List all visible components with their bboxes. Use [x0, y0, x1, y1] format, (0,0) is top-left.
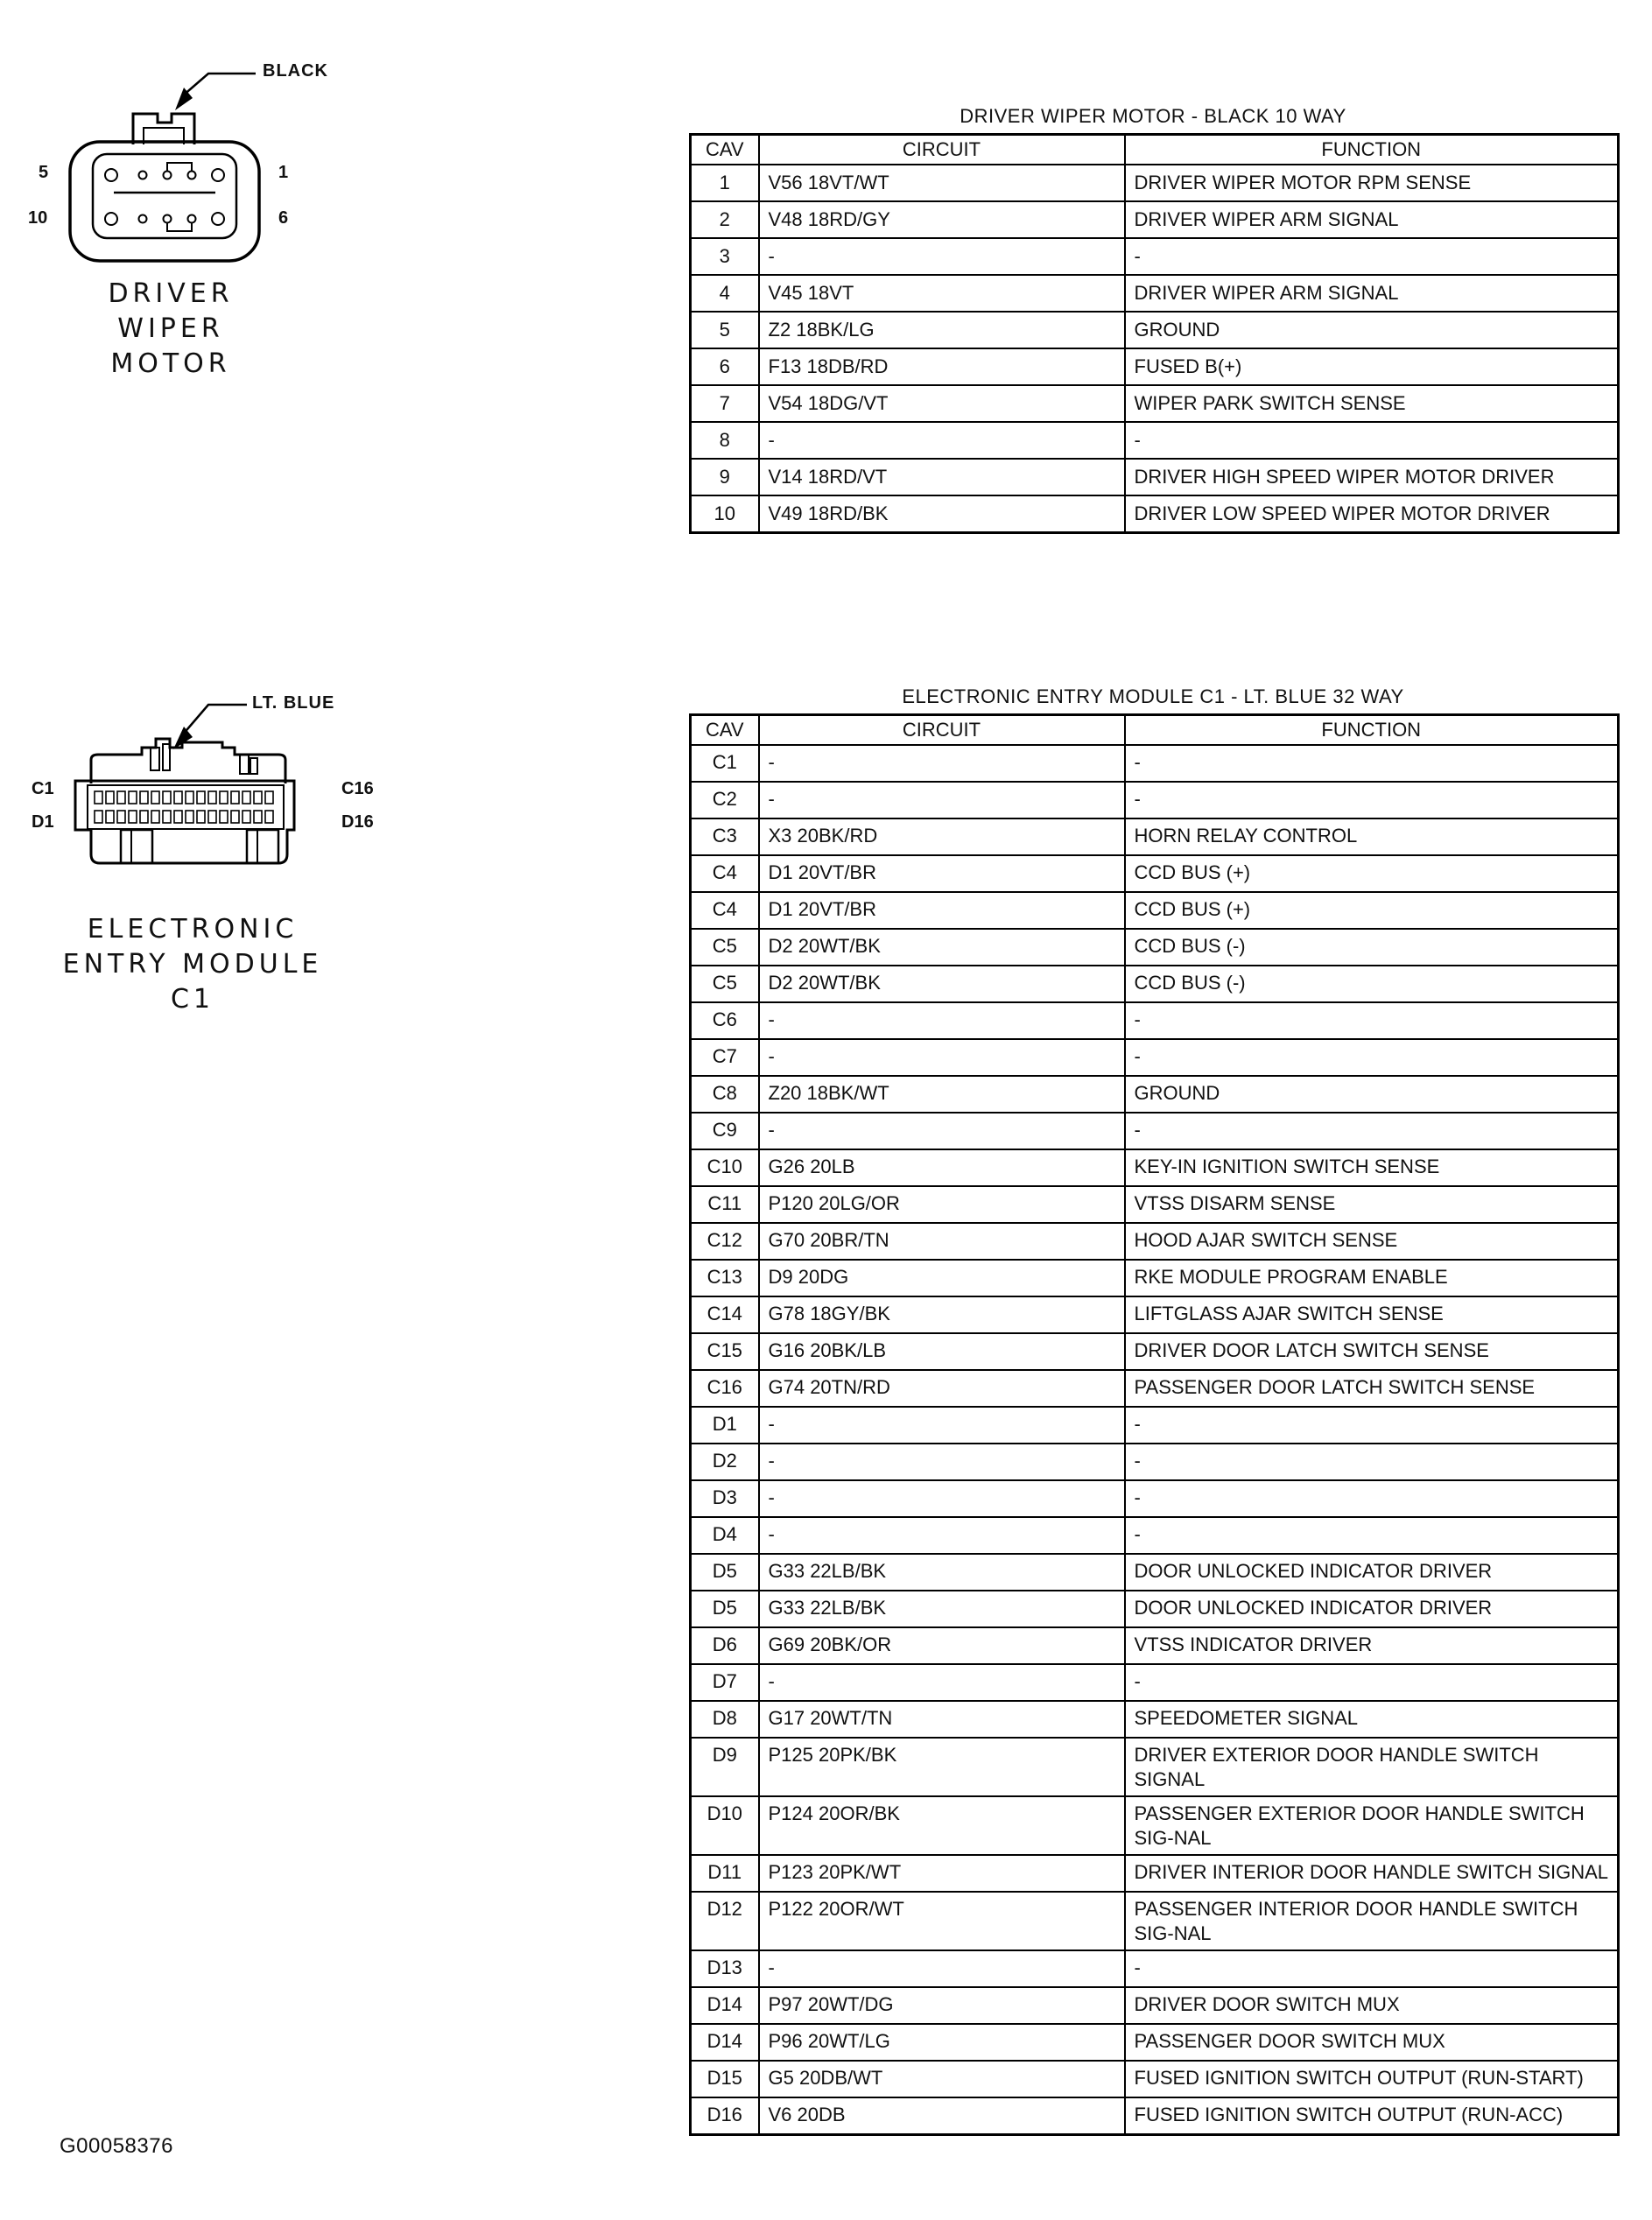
- function-cell: DRIVER DOOR SWITCH MUX: [1125, 1987, 1619, 2024]
- cav-cell: D15: [691, 2061, 759, 2097]
- circuit-cell: D1 20VT/BR: [759, 892, 1125, 929]
- cav-cell: C5: [691, 966, 759, 1002]
- table-row: [691, 2061, 1619, 2097]
- cav-cell: 6: [691, 348, 759, 385]
- eem-pinout-table: [689, 713, 1620, 2136]
- function-cell: VTSS INDICATOR DRIVER: [1125, 1627, 1619, 1664]
- circuit-cell: G17 20WT/TN: [759, 1701, 1125, 1738]
- circuit-cell: -: [759, 1664, 1125, 1701]
- function-cell: -: [1125, 1950, 1619, 1987]
- table-row: [691, 1796, 1619, 1855]
- function-cell: -: [1125, 1113, 1619, 1149]
- cav-cell: C14: [691, 1296, 759, 1333]
- cav-cell: 5: [691, 312, 759, 348]
- table-row: [691, 165, 1619, 201]
- function-cell: GROUND: [1125, 1076, 1619, 1113]
- cav-cell: 9: [691, 459, 759, 495]
- eem-pin-label-top-right: C16: [341, 779, 374, 798]
- table-row: [691, 782, 1619, 818]
- wiper-connector-diagram: [28, 53, 341, 271]
- eem-pin-label-bottom-left: D1: [32, 812, 54, 832]
- wiper-table-block: [689, 105, 1617, 534]
- cav-cell: D5: [691, 1591, 759, 1627]
- function-cell: PASSENGER EXTERIOR DOOR HANDLE SWITCH SIG-NAL: [1125, 1796, 1619, 1855]
- cav-cell: D8: [691, 1701, 759, 1738]
- table-row: [691, 495, 1619, 532]
- circuit-cell: -: [759, 1480, 1125, 1517]
- function-cell: FUSED IGNITION SWITCH OUTPUT (RUN-START): [1125, 2061, 1619, 2097]
- cav-cell: D12: [691, 1892, 759, 1950]
- table-row: [691, 929, 1619, 966]
- function-cell: FUSED B(+): [1125, 348, 1619, 385]
- circuit-cell: V49 18RD/BK: [759, 495, 1125, 532]
- circuit-cell: V54 18DG/VT: [759, 385, 1125, 422]
- wiper-caption-line-1: DRIVER WIPER: [108, 278, 234, 344]
- eem-table-body: [691, 745, 1619, 2134]
- circuit-cell: P97 20WT/DG: [759, 1987, 1125, 2024]
- cav-cell: D10: [691, 1796, 759, 1855]
- function-cell: -: [1125, 782, 1619, 818]
- cav-cell: 10: [691, 495, 759, 532]
- function-cell: DRIVER DOOR LATCH SWITCH SENSE: [1125, 1333, 1619, 1370]
- wiper-table-title: DRIVER WIPER MOTOR - BLACK 10 WAY: [960, 105, 1346, 127]
- eem-connector-caption: [35, 912, 350, 1017]
- table-row: [691, 275, 1619, 312]
- cav-cell: D1: [691, 1407, 759, 1444]
- cav-cell: D14: [691, 1987, 759, 2024]
- circuit-cell: V45 18VT: [759, 275, 1125, 312]
- function-cell: CCD BUS (-): [1125, 929, 1619, 966]
- circuit-cell: F13 18DB/RD: [759, 348, 1125, 385]
- cav-cell: D14: [691, 2024, 759, 2061]
- function-cell: DOOR UNLOCKED INDICATOR DRIVER: [1125, 1591, 1619, 1627]
- function-cell: HOOD AJAR SWITCH SENSE: [1125, 1223, 1619, 1260]
- table-row: [691, 1480, 1619, 1517]
- cav-cell: C4: [691, 855, 759, 892]
- column-header-function: FUNCTION: [1125, 135, 1619, 165]
- circuit-cell: -: [759, 1950, 1125, 1987]
- eem-connector-diagram: [32, 683, 374, 902]
- circuit-cell: V56 18VT/WT: [759, 165, 1125, 201]
- cav-cell: D16: [691, 2097, 759, 2134]
- function-cell: CCD BUS (+): [1125, 892, 1619, 929]
- wiper-table-body: [691, 165, 1619, 532]
- circuit-cell: G69 20BK/OR: [759, 1627, 1125, 1664]
- function-cell: -: [1125, 1480, 1619, 1517]
- circuit-cell: -: [759, 1002, 1125, 1039]
- wiper-pinout-table: [689, 133, 1620, 534]
- function-cell: DRIVER EXTERIOR DOOR HANDLE SWITCH SIGNAL: [1125, 1738, 1619, 1796]
- circuit-cell: G78 18GY/BK: [759, 1296, 1125, 1333]
- function-cell: FUSED IGNITION SWITCH OUTPUT (RUN-ACC): [1125, 2097, 1619, 2134]
- cav-cell: C4: [691, 892, 759, 929]
- function-cell: -: [1125, 238, 1619, 275]
- table-row: [691, 1627, 1619, 1664]
- wiper-connector-caption: [53, 277, 289, 382]
- cav-cell: C12: [691, 1223, 759, 1260]
- function-cell: DRIVER INTERIOR DOOR HANDLE SWITCH SIGNAL: [1125, 1855, 1619, 1892]
- table-row: [691, 1701, 1619, 1738]
- function-cell: HORN RELAY CONTROL: [1125, 818, 1619, 855]
- function-cell: -: [1125, 745, 1619, 782]
- circuit-cell: V6 20DB: [759, 2097, 1125, 2134]
- cav-cell: C16: [691, 1370, 759, 1407]
- cav-cell: 7: [691, 385, 759, 422]
- function-cell: PASSENGER INTERIOR DOOR HANDLE SWITCH SIG-NAL: [1125, 1892, 1619, 1950]
- table-row: [691, 1002, 1619, 1039]
- circuit-cell: -: [759, 1039, 1125, 1076]
- table-row: [691, 1892, 1619, 1950]
- eem-caption-line-2: ENTRY MODULE C1: [62, 949, 323, 1015]
- table-row: [691, 1076, 1619, 1113]
- table-row: [691, 1517, 1619, 1554]
- circuit-cell: -: [759, 1444, 1125, 1480]
- cav-cell: C1: [691, 745, 759, 782]
- cav-cell: C3: [691, 818, 759, 855]
- table-row: [691, 1950, 1619, 1987]
- table-row: [691, 312, 1619, 348]
- cav-cell: C9: [691, 1113, 759, 1149]
- table-header-row: [691, 715, 1619, 746]
- table-row: [691, 1987, 1619, 2024]
- circuit-cell: -: [759, 1517, 1125, 1554]
- circuit-cell: G16 20BK/LB: [759, 1333, 1125, 1370]
- circuit-cell: D9 20DG: [759, 1260, 1125, 1296]
- cav-cell: C6: [691, 1002, 759, 1039]
- function-cell: -: [1125, 1664, 1619, 1701]
- table-row: [691, 1296, 1619, 1333]
- function-cell: CCD BUS (+): [1125, 855, 1619, 892]
- cav-cell: D7: [691, 1664, 759, 1701]
- cav-cell: C11: [691, 1186, 759, 1223]
- table-header-row: [691, 135, 1619, 165]
- circuit-cell: Z20 18BK/WT: [759, 1076, 1125, 1113]
- table-row: [691, 2024, 1619, 2061]
- circuit-cell: Z2 18BK/LG: [759, 312, 1125, 348]
- table-row: [691, 1260, 1619, 1296]
- table-row: [691, 238, 1619, 275]
- table-row: [691, 1186, 1619, 1223]
- wiper-caption-line-2: MOTOR: [110, 348, 231, 379]
- wiper-pin-label-top-right: 1: [278, 163, 289, 182]
- function-cell: DRIVER WIPER ARM SIGNAL: [1125, 201, 1619, 238]
- table-row: [691, 1370, 1619, 1407]
- function-cell: -: [1125, 1002, 1619, 1039]
- eem-pin-label-bottom-right: D16: [341, 812, 374, 832]
- circuit-cell: P96 20WT/LG: [759, 2024, 1125, 2061]
- table-row: [691, 892, 1619, 929]
- function-cell: CCD BUS (-): [1125, 966, 1619, 1002]
- wiper-color-label: BLACK: [263, 61, 328, 81]
- function-cell: PASSENGER DOOR LATCH SWITCH SENSE: [1125, 1370, 1619, 1407]
- cav-cell: D11: [691, 1855, 759, 1892]
- eem-pin-label-top-left: C1: [32, 779, 54, 798]
- table-row: [691, 1554, 1619, 1591]
- cav-cell: 1: [691, 165, 759, 201]
- cav-cell: D2: [691, 1444, 759, 1480]
- table-row: [691, 2097, 1619, 2134]
- cav-cell: 8: [691, 422, 759, 459]
- circuit-cell: X3 20BK/RD: [759, 818, 1125, 855]
- circuit-cell: -: [759, 782, 1125, 818]
- function-cell: RKE MODULE PROGRAM ENABLE: [1125, 1260, 1619, 1296]
- function-cell: -: [1125, 1517, 1619, 1554]
- circuit-cell: P122 20OR/WT: [759, 1892, 1125, 1950]
- circuit-cell: G33 22LB/BK: [759, 1554, 1125, 1591]
- eem-color-label: LT. BLUE: [252, 693, 335, 713]
- table-row: [691, 745, 1619, 782]
- cav-cell: D9: [691, 1738, 759, 1796]
- function-cell: DRIVER WIPER MOTOR RPM SENSE: [1125, 165, 1619, 201]
- function-cell: DRIVER LOW SPEED WIPER MOTOR DRIVER: [1125, 495, 1619, 532]
- circuit-cell: G26 20LB: [759, 1149, 1125, 1186]
- eem-table-block: [689, 685, 1617, 2136]
- table-row: [691, 385, 1619, 422]
- function-cell: PASSENGER DOOR SWITCH MUX: [1125, 2024, 1619, 2061]
- cav-cell: C10: [691, 1149, 759, 1186]
- table-row: [691, 1591, 1619, 1627]
- wiper-pin-label-bottom-left: 10: [28, 208, 48, 228]
- table-row: [691, 1855, 1619, 1892]
- table-row: [691, 1149, 1619, 1186]
- table-row: [691, 348, 1619, 385]
- circuit-cell: -: [759, 745, 1125, 782]
- circuit-cell: G74 20TN/RD: [759, 1370, 1125, 1407]
- cav-cell: D5: [691, 1554, 759, 1591]
- table-row: [691, 855, 1619, 892]
- eem-table-title: ELECTRONIC ENTRY MODULE C1 - LT. BLUE 32 WAY: [902, 685, 1404, 707]
- cav-cell: 2: [691, 201, 759, 238]
- function-cell: KEY-IN IGNITION SWITCH SENSE: [1125, 1149, 1619, 1186]
- wiper-connector-drawing: [53, 53, 341, 271]
- column-header-circuit: CIRCUIT: [759, 135, 1125, 165]
- cav-cell: D4: [691, 1517, 759, 1554]
- circuit-cell: G70 20BR/TN: [759, 1223, 1125, 1260]
- function-cell: GROUND: [1125, 312, 1619, 348]
- circuit-cell: G5 20DB/WT: [759, 2061, 1125, 2097]
- function-cell: -: [1125, 1039, 1619, 1076]
- function-cell: -: [1125, 1444, 1619, 1480]
- function-cell: DRIVER HIGH SPEED WIPER MOTOR DRIVER: [1125, 459, 1619, 495]
- function-cell: VTSS DISARM SENSE: [1125, 1186, 1619, 1223]
- cav-cell: 3: [691, 238, 759, 275]
- table-row: [691, 818, 1619, 855]
- table-row: [691, 1738, 1619, 1796]
- circuit-cell: -: [759, 422, 1125, 459]
- cav-cell: 4: [691, 275, 759, 312]
- column-header-circuit: CIRCUIT: [759, 715, 1125, 746]
- cav-cell: C7: [691, 1039, 759, 1076]
- table-row: [691, 201, 1619, 238]
- circuit-cell: D2 20WT/BK: [759, 966, 1125, 1002]
- cav-cell: C13: [691, 1260, 759, 1296]
- function-cell: -: [1125, 1407, 1619, 1444]
- table-row: [691, 1039, 1619, 1076]
- eem-connector-drawing: [53, 683, 350, 902]
- circuit-cell: V48 18RD/GY: [759, 201, 1125, 238]
- function-cell: DOOR UNLOCKED INDICATOR DRIVER: [1125, 1554, 1619, 1591]
- table-row: [691, 1333, 1619, 1370]
- cav-cell: D3: [691, 1480, 759, 1517]
- table-row: [691, 1113, 1619, 1149]
- table-row: [691, 1407, 1619, 1444]
- circuit-cell: P124 20OR/BK: [759, 1796, 1125, 1855]
- circuit-cell: -: [759, 1113, 1125, 1149]
- circuit-cell: G33 22LB/BK: [759, 1591, 1125, 1627]
- table-row: [691, 459, 1619, 495]
- wiper-pin-label-bottom-right: 6: [278, 208, 289, 228]
- circuit-cell: D1 20VT/BR: [759, 855, 1125, 892]
- function-cell: WIPER PARK SWITCH SENSE: [1125, 385, 1619, 422]
- circuit-cell: -: [759, 238, 1125, 275]
- function-cell: SPEEDOMETER SIGNAL: [1125, 1701, 1619, 1738]
- cav-cell: C8: [691, 1076, 759, 1113]
- cav-cell: C5: [691, 929, 759, 966]
- table-row: [691, 966, 1619, 1002]
- table-row: [691, 1444, 1619, 1480]
- column-header-cav: CAV: [691, 715, 759, 746]
- function-cell: DRIVER WIPER ARM SIGNAL: [1125, 275, 1619, 312]
- cav-cell: C15: [691, 1333, 759, 1370]
- circuit-cell: P123 20PK/WT: [759, 1855, 1125, 1892]
- circuit-cell: V14 18RD/VT: [759, 459, 1125, 495]
- column-header-cav: CAV: [691, 135, 759, 165]
- function-cell: LIFTGLASS AJAR SWITCH SENSE: [1125, 1296, 1619, 1333]
- circuit-cell: P125 20PK/BK: [759, 1738, 1125, 1796]
- figure-id: G00058376: [60, 2134, 173, 2158]
- circuit-cell: D2 20WT/BK: [759, 929, 1125, 966]
- circuit-cell: P120 20LG/OR: [759, 1186, 1125, 1223]
- wiper-pin-label-top-left: 5: [39, 163, 49, 182]
- cav-cell: C2: [691, 782, 759, 818]
- cav-cell: D13: [691, 1950, 759, 1987]
- eem-caption-line-1: ELECTRONIC: [87, 914, 299, 945]
- table-row: [691, 1223, 1619, 1260]
- circuit-cell: -: [759, 1407, 1125, 1444]
- table-row: [691, 422, 1619, 459]
- cav-cell: D6: [691, 1627, 759, 1664]
- function-cell: -: [1125, 422, 1619, 459]
- table-row: [691, 1664, 1619, 1701]
- column-header-function: FUNCTION: [1125, 715, 1619, 746]
